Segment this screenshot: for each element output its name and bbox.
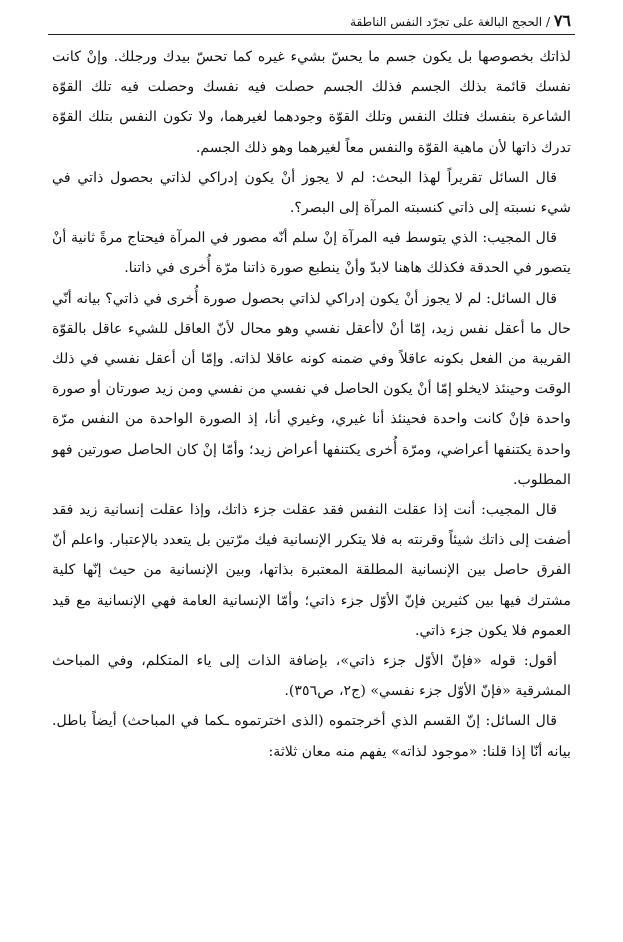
paragraph-2: قال السائل تقريراً لهذا البحث: لم لا يجوز أنْ يكون إدراكي لذاتي بحصول ذاتي في شيء نسبته إلى ذاتي كنسبته المرآة إلى البصر؟. <box>52 169 571 217</box>
header-rule <box>48 34 575 35</box>
paragraph-1: لذاتك بخصوصها بل يكون جسم ما يحسّ بشيء غيره كما تحسّ بيدك ورجلك. وإنْ كانت نفسك قائمة بذلك الجسم فذلك الجسم حصلت فيه نفسك وحصلت فيه تلك القوّة الشاعرة بنفسك فتلك النفس وتلك القوّة وجودهما لغيرهما، ولا تكون النفس بتلك القوّة تدرك ذاتها لأن ماهية القوّة والنفس معاً لغيرهما وهو ذلك الجسم. <box>52 49 571 156</box>
paragraph-3: قال المجيب: الذي يتوسط فيه المرآة إنْ سلم أنّه مصور في المرآة فيحتاج مرةً ثانية أنْ يتصور في الحدقة فكذلك هاهنا لابدّ وأنْ ينطبع صورة ذاتنا مرّة أُخرى في ذاتنا. <box>52 230 571 277</box>
paragraph-4: قال السائل: لم لا يجوز أنْ يكون إدراكي لذاتي بحصول صورة أُخرى في ذاتي؟ بيانه أنّي حال ما أعقل نفس زيد، إمّا أنْ لاأعقل نفسي وهو محال لأنّ العاقل للشيء عاقل بالقوّة القريبة من الفعل بكونه عاقلاً وفي ضمنه كونه عاقلا لذاته. وإمّا أن أعقل نفسي في ذلك الوقت وحينئذ لايخلو إمّا أنْ يكون الحاصل في نفسي من نفسي ومن زيد صورتان أو صورة واحدة فإنْ كانت واحدة فحينئذ أنا غيري، وغيري أنا، إذ الصورة الواحدة من النفس مرّة واحدة يكتنفها أعراضي، ومرّة أُخرى يكتنفها أعراض زيد؛ وأمّا إنْ كان الحاصل صورتين فهو المطلوب. <box>52 290 571 488</box>
running-title: الحجج البالغة على تجرّد النفس الناطقة <box>350 15 543 29</box>
body-text <box>52 42 571 767</box>
running-header <box>52 8 571 34</box>
paragraph-6-commentary: أقول: قوله «فإنّ الأوّل جزء ذاتي»، بإضافة الذات إلى ياء المتكلم، وفي المباحث المشرقية «فإنّ الأوّل جزء نفسي» (ج٢، ص٣٥٦). <box>52 653 571 700</box>
header-separator: / <box>545 15 550 29</box>
paragraph-5: قال المجيب: أنت إذا عقلت النفس فقد عقلت جزء ذاتك، وإذا عقلت إنسانية زيد فقد أضفت إلى ذاتك شيئاً وقرنته به فلا يتكرر الإنسانية فيك مرّتين بل يتعدد بالإعتبار. واعلم أنّ الفرق حاصل بين الإنسانية المطلقة المعتبرة بذاتها، وبين الإنسانية من حيث إنّها كلية مشترك فيها بين كثيرين فإنّ الأوّل جزء ذاتي؛ وأمّا الإنسانية العامة فهي الإنسانية مع قيد العموم فلا يكون جزء ذاتي. <box>52 502 571 639</box>
page-number: ٧٦ <box>553 11 571 30</box>
paragraph-7: قال السائل: إنّ القسم الذي أخرجتموه (الذى اخترتموه ـكما في المباحث) أيضاً باطل. بيانه أنّا إذا قلنا: «موجود لذاته» يفهم منه معان ثلاثة: <box>52 713 571 760</box>
